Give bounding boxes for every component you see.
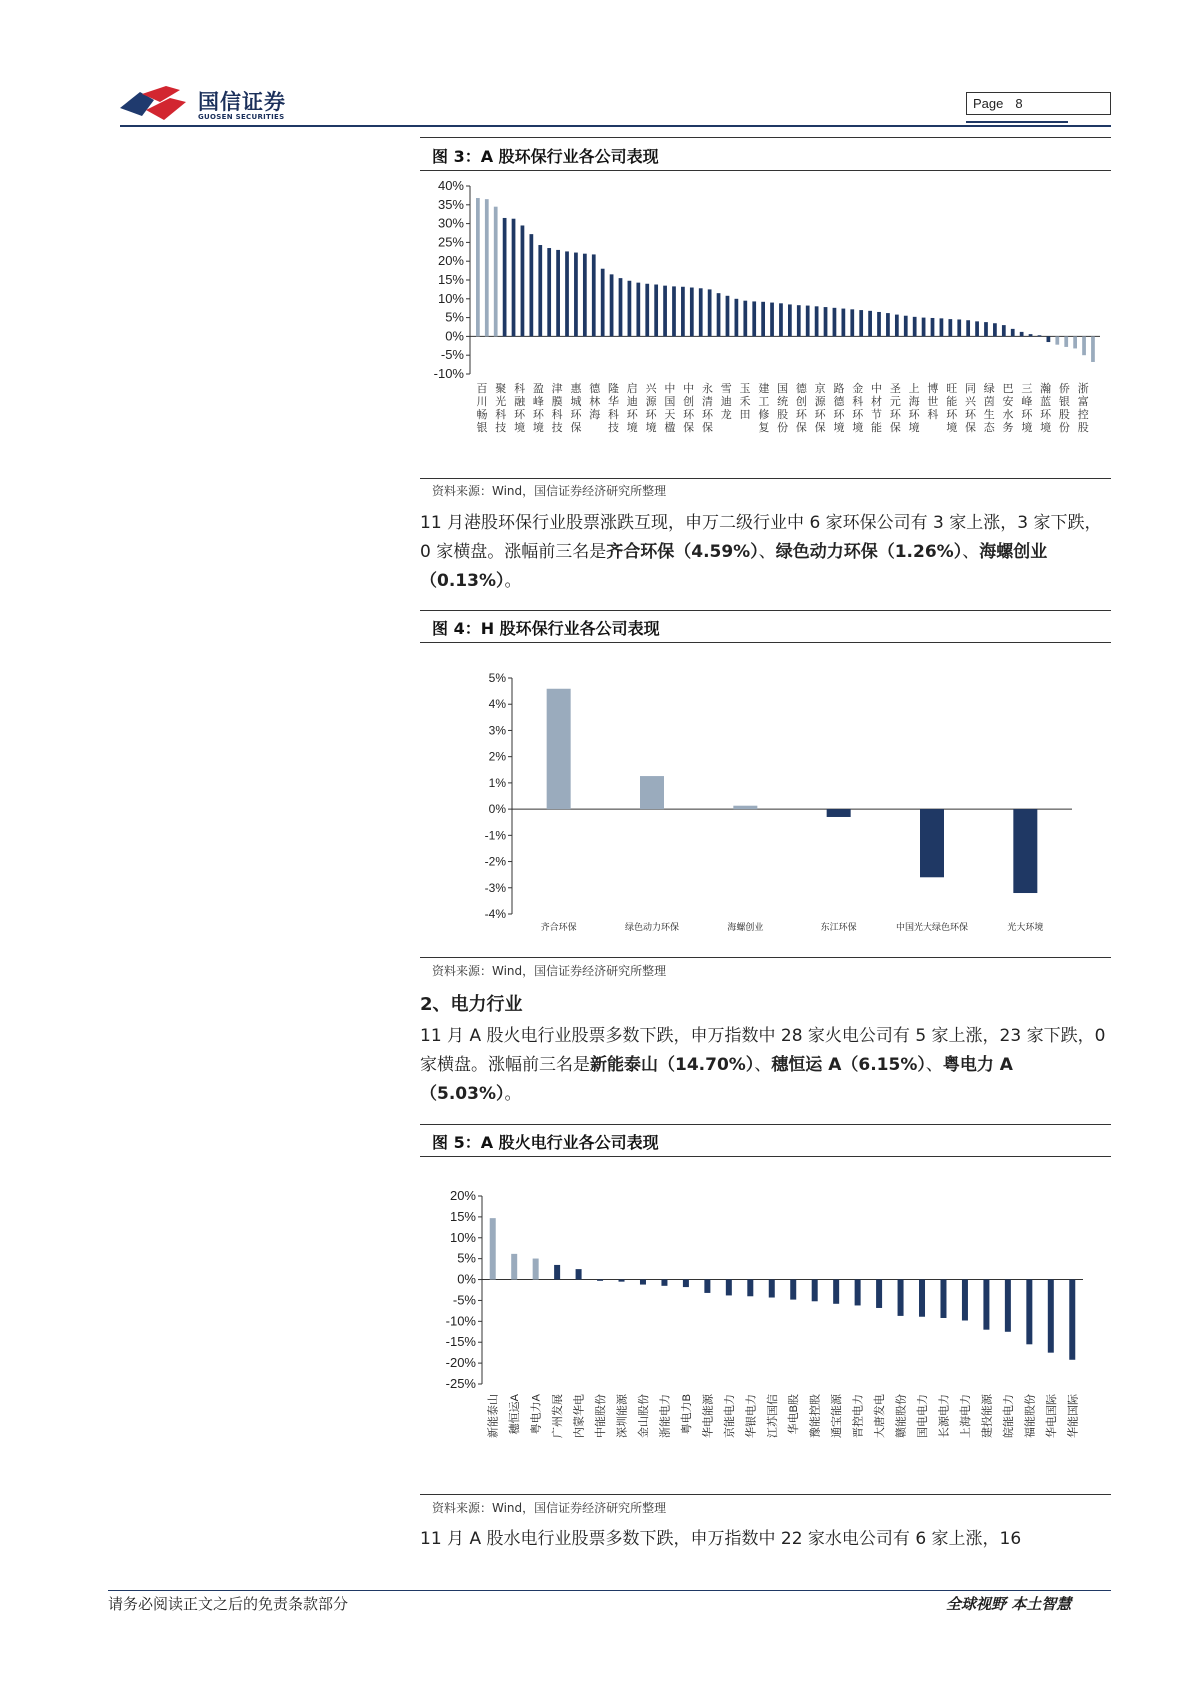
fig3-bar [476, 198, 480, 336]
fig3-bar [672, 286, 676, 336]
fig5-bar [511, 1254, 517, 1280]
fig5-bar [747, 1280, 753, 1297]
fig3-bar [663, 286, 667, 337]
fig3-x-label: 中创环保 [683, 383, 695, 434]
fig5-x-label: 国电电力 [917, 1394, 930, 1438]
fig4-y-tick-label: 2% [488, 749, 506, 764]
fig5-y-tick-label: -15% [445, 1334, 476, 1350]
fig3-y-tick-label: 0% [445, 328, 464, 344]
fig3-x-label: 隆华科技 [608, 383, 620, 434]
fig5-x-label: 晋控电力 [852, 1394, 865, 1438]
fig5-bar [640, 1280, 646, 1285]
fig5-y-tick-label: -25% [445, 1376, 476, 1391]
fig3-bar [984, 322, 988, 336]
fig3-bar [556, 250, 560, 336]
para1-top3: 海螺创业（0.13%） [420, 542, 1048, 591]
fig3-bar [770, 303, 774, 337]
fig3-bar [824, 307, 828, 336]
fig3-bar [628, 281, 632, 337]
fig3-bar [841, 309, 845, 337]
fig4-y-tick-label: 1% [488, 775, 506, 790]
fig3-bar [485, 199, 489, 336]
fig3-bar [1047, 336, 1051, 342]
fig3-bar [574, 253, 578, 337]
fig3-bar [699, 288, 703, 336]
fig3-bar [1038, 335, 1042, 336]
fig5-x-label: 内蒙华电 [573, 1394, 586, 1438]
fig5-x-label: 新能泰山 [487, 1394, 500, 1438]
fig5-bar [983, 1280, 989, 1330]
fig3-bar [494, 207, 498, 337]
fig5-x-label: 广州发展 [552, 1394, 565, 1438]
fig3-bar [850, 309, 854, 336]
fig4-x-label: 中国光大绿色环保 [895, 922, 969, 932]
section-heading-power: 2、电力行业 [420, 994, 523, 1015]
para1-top2: 绿色动力环保（1.26%） [775, 542, 963, 562]
fig5-bar [833, 1280, 839, 1304]
fig3-bar [619, 278, 623, 336]
fig4-bottom-rule [420, 957, 1111, 958]
fig4-bar [920, 809, 944, 877]
fig5-x-label: 浙能电力 [659, 1394, 672, 1438]
fig3-x-label: 三峰环境 [1021, 383, 1033, 434]
fig4-y-tick-label: 5% [488, 671, 506, 685]
fig3-bar [645, 284, 649, 337]
fig5-x-label: 深圳能源 [616, 1394, 629, 1438]
fig5-title: 图 5：A 股火电行业各公司表现 [432, 1133, 659, 1152]
fig5-y-tick-label: -5% [452, 1292, 476, 1308]
fig3-bar [922, 318, 926, 337]
fig3-x-label: 上海环境 [908, 383, 920, 434]
para1-sep2: 、 [962, 542, 980, 562]
fig5-bottom-rule [420, 1494, 1111, 1495]
fig3-bar [690, 288, 694, 337]
fig3-bar [975, 321, 979, 336]
fig3-bar [743, 301, 747, 337]
fig3-x-label: 金科环境 [852, 383, 864, 434]
fig3-bar [583, 254, 587, 337]
logo-name-en: GUOSEN SECURITIES [198, 113, 285, 121]
fig3-x-label: 路德环境 [833, 383, 845, 434]
fig4-bar [733, 806, 757, 809]
fig5-bar [790, 1280, 796, 1300]
fig5-x-label: 穗恒运A [509, 1394, 522, 1435]
fig5-bar [812, 1280, 818, 1302]
fig3-bar [752, 301, 756, 336]
fig3-x-label: 兴源环境 [645, 383, 657, 434]
fig5-bar [962, 1280, 968, 1321]
fig5-bar [919, 1280, 925, 1317]
fig5-y-tick-label: 10% [449, 1229, 476, 1245]
fig5-x-label: 上海电力 [959, 1394, 972, 1438]
fig5-x-label: 粤电力B [680, 1394, 693, 1435]
fig5-bar [683, 1280, 689, 1288]
fig3-bar [529, 234, 533, 336]
fig3-bar [877, 312, 881, 336]
paragraph-thermal-power [420, 1022, 1111, 1109]
fig5-y-tick-label: -10% [445, 1313, 476, 1329]
fig5-bar [554, 1265, 560, 1280]
fig5-top-rule [420, 1124, 1111, 1125]
fig5-y-tick-label: 5% [457, 1250, 476, 1266]
fig3-bar [565, 251, 569, 336]
fig3-x-label: 永清环保 [701, 383, 713, 434]
fig5-title-rule [420, 1156, 1111, 1157]
fig5-x-label: 赣能股份 [895, 1394, 908, 1438]
fig4-bar [827, 809, 851, 817]
fig5-x-label: 华能国际 [1067, 1394, 1080, 1438]
fig5-bar [876, 1280, 882, 1308]
fig4-top-rule [420, 610, 1111, 611]
fig4-chart [420, 656, 1111, 938]
fig5-bar [1069, 1280, 1075, 1360]
fig4-title: 图 4：H 股环保行业各公司表现 [432, 619, 660, 638]
fig3-chart [420, 172, 1111, 472]
para2-sep2: 、 [925, 1055, 943, 1075]
fig3-bar [859, 310, 863, 336]
fig3-x-label: 启迪环境 [626, 383, 638, 434]
fig3-bar [503, 218, 507, 336]
fig3-top-rule [420, 137, 1111, 138]
fig3-bar [931, 318, 935, 336]
fig3-bar [806, 306, 810, 337]
fig3-bar [708, 289, 712, 336]
para1-top1: 齐合环保（4.59%） [606, 542, 759, 562]
fig3-bar [1073, 336, 1077, 348]
fig5-bar [619, 1280, 625, 1282]
fig3-bar [1082, 336, 1086, 355]
logo-name-cn: 国信证券 [198, 90, 286, 114]
header-divider [120, 125, 1111, 127]
fig3-title: 图 3：A 股环保行业各公司表现 [432, 147, 659, 166]
fig3-x-label: 玉禾田 [739, 383, 751, 421]
fig5-x-label: 粤电力A [530, 1394, 543, 1435]
fig4-x-label: 东江环保 [820, 922, 857, 932]
fig5-bar [576, 1269, 582, 1279]
fig3-x-label: 科融环境 [514, 383, 526, 434]
fig3-y-tick-label: 40% [437, 178, 464, 193]
fig5-x-label: 华电国际 [1045, 1394, 1058, 1438]
para1-end: 。 [504, 571, 522, 591]
fig5-bar [704, 1280, 710, 1293]
fig3-x-label: 中国天楹 [664, 383, 676, 434]
fig4-x-label: 绿色动力环保 [624, 922, 680, 932]
fig5-x-label: 华电能源 [702, 1394, 715, 1438]
fig3-x-label: 聚光科技 [495, 383, 507, 434]
fig3-x-label: 同兴环保 [964, 383, 976, 434]
fig3-bar [1002, 325, 1006, 336]
fig4-bar [640, 776, 664, 809]
fig3-bar [886, 313, 890, 336]
fig5-x-label: 江苏国信 [766, 1394, 779, 1438]
fig3-bar [735, 299, 739, 337]
fig3-bar [1020, 332, 1024, 337]
fig4-y-tick-label: -2% [484, 854, 506, 869]
fig3-bar [521, 225, 525, 336]
fig5-bar [490, 1218, 496, 1279]
fig5-y-tick-label: 0% [457, 1271, 476, 1287]
para2-end: 。 [504, 1084, 522, 1104]
fig4-x-label: 海螺创业 [727, 922, 764, 932]
fig5-y-tick-label: 15% [449, 1208, 476, 1224]
fig5-bar [1048, 1280, 1054, 1353]
fig3-bar [797, 305, 801, 336]
fig4-x-label: 齐合环保 [540, 922, 577, 932]
fig5-bar [597, 1280, 603, 1281]
fig5-chart [420, 1174, 1111, 1464]
fig3-bar [1091, 336, 1095, 362]
fig5-bar [726, 1280, 732, 1296]
fig4-x-label: 光大环境 [1007, 922, 1044, 932]
fig3-y-tick-label: -10% [433, 366, 464, 381]
fig3-bar [833, 308, 837, 337]
fig4-y-tick-label: -1% [484, 828, 506, 843]
fig3-bar [726, 296, 730, 337]
header-accent-line [966, 121, 1068, 123]
fig5-bar [855, 1280, 861, 1306]
fig3-x-label: 津膜科技 [551, 383, 563, 434]
fig3-x-label: 瀚蓝环境 [1040, 383, 1052, 434]
fig5-x-label: 建投能源 [981, 1394, 994, 1438]
fig3-bar [940, 318, 944, 336]
fig3-bar [904, 316, 908, 337]
fig4-y-tick-label: -4% [484, 907, 506, 921]
fig3-bar [601, 269, 605, 337]
para2-top1: 新能泰山（14.70%） [590, 1055, 755, 1075]
fig4-bar [547, 689, 571, 809]
fig5-bar [940, 1280, 946, 1318]
fig5-x-label: 华电B股 [788, 1394, 801, 1435]
fig5-y-tick-label: -20% [445, 1355, 476, 1371]
fig3-y-tick-label: 35% [437, 196, 464, 212]
fig3-bar [815, 306, 819, 336]
fig3-bar [547, 248, 551, 336]
fig3-x-label: 德创环保 [795, 383, 807, 434]
paragraph-hydro-power: 11 月 A 股水电行业股票多数下跌，申万指数中 22 家水电公司有 6 家上涨，16 [420, 1529, 1022, 1549]
guosen-logo-icon [120, 86, 190, 124]
fig3-bar [948, 319, 952, 336]
fig3-bar [779, 303, 783, 336]
para1-sep1: 、 [758, 542, 776, 562]
page-label: Page [973, 96, 1004, 111]
fig3-bar [966, 320, 970, 336]
fig3-y-tick-label: 10% [437, 290, 464, 306]
page-indicator [966, 92, 1111, 115]
fig3-bar [868, 311, 872, 337]
fig3-source: 资料来源：Wind，国信证券经济研究所整理 [432, 484, 667, 498]
fig3-bar [1055, 336, 1059, 344]
fig3-bar [636, 283, 640, 337]
fig4-title-rule [420, 642, 1111, 643]
fig3-bar [681, 287, 685, 337]
fig3-bar [1064, 336, 1068, 347]
fig3-bar [761, 302, 765, 337]
fig3-y-tick-label: -5% [440, 347, 464, 363]
para2-top3: 粤电力 A（5.03%） [420, 1055, 1013, 1104]
fig3-bar [538, 245, 542, 336]
fig3-x-label: 巴安水务 [1002, 383, 1014, 434]
fig3-x-label: 建工修复 [758, 383, 770, 434]
fig5-x-label: 皖能电力 [1002, 1394, 1015, 1438]
fig3-y-tick-label: 5% [445, 309, 464, 325]
para2-top2: 穗恒运 A（6.15%） [771, 1055, 926, 1075]
fig3-y-tick-label: 20% [437, 253, 464, 269]
fig3-bar [610, 274, 614, 336]
fig3-x-label: 浙富控股 [1077, 383, 1089, 434]
fig4-source: 资料来源：Wind，国信证券经济研究所整理 [432, 964, 667, 978]
fig5-x-label: 通宝能源 [831, 1394, 844, 1438]
fig5-x-label: 豫能控股 [809, 1394, 822, 1438]
fig4-y-tick-label: -3% [484, 880, 506, 895]
fig3-x-label: 惠城环保 [570, 383, 582, 434]
fig5-x-label: 华银电力 [745, 1394, 758, 1438]
fig5-y-tick-label: 20% [449, 1188, 476, 1203]
fig5-bar [533, 1259, 539, 1280]
fig3-x-label: 绿茵生态 [983, 383, 995, 434]
fig3-x-label: 中材节能 [871, 383, 883, 434]
fig3-x-label: 京源环保 [814, 383, 826, 434]
fig3-y-tick-label: 15% [437, 272, 464, 287]
page-number: 8 [1015, 96, 1023, 111]
fig3-bar [895, 315, 899, 337]
fig3-title-rule [420, 170, 1111, 171]
footer-disclaimer: 请务必阅读正文之后的免责条款部分 [108, 1595, 349, 1613]
fig5-bar [769, 1280, 775, 1298]
fig3-bar [788, 304, 792, 336]
para1-text: 11 月港股环保行业股票涨跌互现，申万二级行业中 6 家环保公司有 3 家上涨，3 家下跌，0 家横盘。涨幅前三名是 [420, 513, 1102, 562]
fig3-bottom-rule [420, 478, 1111, 479]
fig3-x-label: 侨银股份 [1058, 383, 1070, 434]
fig3-bar [913, 317, 917, 337]
fig3-x-label: 旺能环境 [946, 383, 958, 434]
fig5-x-label: 大唐发电 [874, 1394, 887, 1438]
fig5-x-label: 金山股份 [637, 1394, 650, 1438]
fig3-bar [957, 319, 961, 336]
fig3-x-label: 雪迪龙 [720, 383, 732, 421]
fig4-y-tick-label: 0% [488, 802, 506, 817]
fig5-bar [661, 1280, 667, 1286]
fig4-y-tick-label: 4% [488, 697, 506, 712]
fig3-bar [993, 323, 997, 336]
fig3-x-label: 百川畅银 [476, 383, 488, 434]
fig3-bar [717, 293, 721, 336]
paragraph-hk-environmental [420, 509, 1111, 596]
fig5-x-label: 京能电力 [723, 1394, 736, 1438]
fig3-bar [592, 254, 596, 336]
fig3-bar [654, 285, 658, 337]
footer-divider [108, 1590, 1111, 1591]
para2-sep1: 、 [754, 1055, 772, 1075]
fig4-bar [1013, 809, 1037, 893]
fig3-x-label: 圣元环保 [889, 383, 901, 434]
fig5-bar [1026, 1280, 1032, 1345]
footer-slogan: 全球视野 本土智慧 [946, 1595, 1072, 1613]
fig4-y-tick-label: 3% [488, 723, 506, 738]
para2-text: 11 月 A 股火电行业股票多数下跌，申万指数中 28 家火电公司有 5 家上涨，23 家下跌，0 家横盘。涨幅前三名是 [420, 1026, 1106, 1075]
fig5-bar [898, 1280, 904, 1316]
fig5-bar [1005, 1280, 1011, 1332]
fig3-x-label: 德林海 [589, 383, 601, 421]
fig5-x-label: 福能股份 [1024, 1394, 1037, 1438]
fig3-x-label: 盈峰环境 [532, 383, 544, 434]
fig3-bar [512, 219, 516, 337]
fig3-y-tick-label: 25% [437, 234, 464, 250]
fig5-source: 资料来源：Wind，国信证券经济研究所整理 [432, 1501, 667, 1515]
fig3-x-label: 博世科 [927, 383, 939, 421]
fig3-bar [1011, 329, 1015, 337]
fig3-x-label: 国统股份 [777, 383, 789, 434]
fig5-x-label: 中能股份 [595, 1394, 608, 1438]
fig3-y-tick-label: 30% [437, 215, 464, 231]
fig3-bar [1029, 334, 1033, 336]
fig5-x-label: 长源电力 [938, 1394, 951, 1438]
